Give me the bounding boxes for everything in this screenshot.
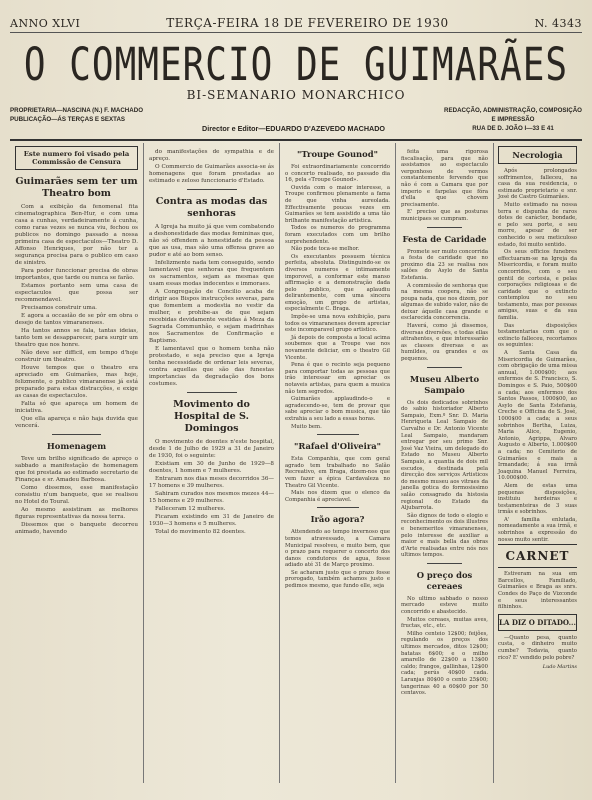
article-paragraph: Se acharam justo que o prazo fosse prorogado, também achamos justo e pedimos mesmo, que fundo elle, seja	[285, 569, 390, 590]
article-separator	[317, 434, 359, 435]
section-banner: LA DIZ O DITADO...	[498, 614, 577, 631]
article-paragraph: Os seus officios funebres effectuaram-se na Igreja da Misericordia, e foram muito concorridos, com o seu gentil de cortesia, e pelas corporações religiosas e de caridade que o extincto contemplou no seu testamento, mas por pessoas amigas, suas e da sua familia.	[498, 249, 577, 322]
article-separator	[427, 227, 462, 228]
issue-number: N. 4343	[534, 16, 582, 30]
article-separator	[427, 563, 462, 564]
article-paragraph: A Igreja ha muito já que vem combatendo a deshonestidade das modas femininas que, não só offendem a honestidade da pessoa que as usa, mas são uma offensa grave ao pudor e até ao bom senso.	[149, 224, 274, 258]
masthead-title: O COMMERCIO DE GUIMARÃES	[23, 40, 569, 92]
article-paragraph: Os executantes possuem técnica perfeita, absoluta. Distinguindo-se os diversos numeros e intimamente imporovel, a conformar este manso affirmação e a demonstração dada pelo publico, que aplaudiu delirantemente, com uma sincera emoção, um grupo de artistas, especialmente C. Braga.	[285, 253, 390, 313]
office-line-3: RUA DE D. JOÃO I—33 E 41	[472, 125, 554, 132]
article-paragraph: Alem de estas uma pequenas disposições, instituiu herdeiras e testamenteiras de 3 suas irmãs e sobrinhos.	[498, 482, 577, 516]
article-paragraph: Foi extraordinariamente concorrido o concerto realisado, no passado dia 16, pela «Troupe Gounod».	[285, 164, 390, 184]
article-paragraph: No ultimo sabbado o nosso mercado esteve muito concorrido e abastecido.	[401, 595, 488, 616]
article-headline: Homenagem	[46, 441, 107, 451]
column-5	[494, 143, 582, 783]
article-paragraph: Dissemos que o banquete decorreu animado, havendo	[15, 522, 138, 535]
article-paragraph: A commissão de senhoras que na mesma coopera, não se poupa nada, que nos dizem, por algumas de subido valor, não de deixar áquelle casa grande e esclarecida concorrencia.	[401, 282, 488, 322]
article-paragraph: Não deve ser difficil, em tempo d'hoje construir um theatro.	[15, 350, 138, 363]
article-paragraph: Ficaram existindo em 31 de Janeiro de 1930—3 homens e 5 mulheres.	[149, 514, 274, 527]
article-paragraph: Já depois de composta a local acima soubemos que a Troupe vae nos novamente deliciar, em o theatro Gil Vicente.	[285, 334, 390, 361]
author-signature: Ludo Martins	[542, 664, 577, 671]
article-paragraph: Todos os numeros do programma foram executados com um brilho surprehendente.	[285, 225, 390, 245]
article-separator	[187, 392, 237, 393]
article-paragraph: Existiam em 30 de Junho de 1929—8 doentes, 1 homem e 7 mulheres.	[149, 461, 274, 474]
article-headline: Guimarães sem ter um Theatro bom	[15, 176, 138, 199]
office-info	[444, 106, 582, 133]
article-paragraph: Os dois dedicados sobrinhos do sabio historiador Alberto Sampaio, Exm.º Snr. D. Maria Henriqueta Leal Sampaio de Carvalho e Dr. Antonio Vicente Leal Sampaio, mandaram entregar por seu primo Snr. José Vaz Vieira, um delegado do Estado no Museu Alberto Sampaio, a quantia de dois mil escudos, destinada pela direcção dos serviços Artisticos do mesmo museu aos vitraes da janella gotica do formosissimo salão consagrado da histosia regional do Estado da Aljubarrota.	[401, 399, 488, 512]
article-paragraph: feita uma rigorosa fiscalisação, para que não assistamos ao espectaculo vergonhoso de vermos constantemente fervendo que não é com a Camara que por imperio e farpelas que fóra d'ella que chovem precisamente.	[401, 149, 488, 208]
article-headline: Movimento do Hospital de S. Domingos	[173, 399, 250, 434]
article-paragraph: Milho centeio 12$00; feijões, regulando os preços dos ultimos mercados, ditos 12$00; batatas 6$00; e o milho amarello de 22$00 a 13$00 caldo; frangos, gallinhas, 12$00 cada; perús 40$00 cada. Laranjas 80$00 o cento 25$00; tangerinas 40 a 60$00 por 50 centavos.	[401, 630, 488, 697]
article-paragraph: Mais nos dizem que o elenco da Companhia é apreciavel.	[285, 490, 390, 503]
office-line-1: REDACÇÃO, ADMINISTRAÇÃO, COMPOSIÇÃO	[444, 107, 582, 114]
column-4	[396, 143, 494, 783]
column-3	[280, 143, 396, 783]
article-headline: Festa de Caridade	[402, 233, 487, 244]
article-headline: Contra as modas das senhoras	[155, 196, 268, 219]
article-paragraph: O movimento de doentes n'este hospital, desde 1 de Julho de 1929 a 31 de Janeiro de 1930, foi o seguinte:	[149, 439, 274, 459]
article-columns	[10, 143, 582, 783]
article-paragraph: Ouvida com o maior interesse, a Troupe confirmou plenamente a fama de que vinha aureolada. Effectivamente poucas vezes em Guimarães se tem assistido a uma tão brilhante manifestação artistica.	[285, 184, 390, 224]
article-paragraph: Entraram nos dias meses decorridos 36—17 homens e 39 mulheres.	[149, 476, 274, 489]
article-paragraph: —Quanto pesa, quanto custa, o dinheiro muito cumbe? Todavia, quanto rico? E' vendido pelo pobre?	[498, 634, 577, 661]
column-1	[10, 143, 144, 783]
article-paragraph: Impõe-se uma nova exhibição, para todos os vimaranenses devem apreciar este incomparavel grupo artistico.	[285, 314, 390, 334]
article-headline: O preço dos cereaes	[416, 569, 473, 591]
article-paragraph: Infelizmente nada tem conseguido, sendo lamentavel que senhoras que frequentem os sacramentos, sejam as mesmas que usam essas modas indecentes e immoraes.	[149, 260, 274, 287]
article-headline: "Troupe Gounod"	[297, 149, 378, 159]
year-label: ANNO XLVI	[10, 16, 81, 30]
owner-line: PROPRIETARIA—NASCINA (N.) F. MACHADO	[10, 107, 144, 114]
article-paragraph: Attendendo ao tempo invernoso que temos atravessado, a Camara Municipal resolveu, e muito bem, que o prazo para requerer o concerto dos danos condutores de agua, fosse adiado até 31 de Março proximo.	[285, 529, 390, 569]
article-paragraph: Falleceram 12 mulheres.	[155, 506, 226, 512]
article-paragraph: Promete ser muito concorrida a festa de caridade que no proximo dia 23 se realisa nos salões do Asylo de Santa Estefania.	[401, 248, 488, 281]
office-line-2: E IMPRESSÃO	[491, 116, 535, 123]
article-paragraph: A' familia enlutada, nomeadamente a sua irmã, e sobrinhos a expressão do nosso muito sentir.	[498, 516, 577, 543]
article-paragraph: Pena é que o recinto seja pequeno para comportar todas as pessoas que irão interessar em apreciar os notaveis artistas, para quem a musica não tem segredos.	[285, 362, 390, 395]
article-paragraph: Ha tantos annos se fala, tantas ideias, tanto tem se desapparecer, para surgir um theatro que nos honre.	[15, 328, 138, 348]
top-info-line	[10, 0, 582, 33]
article-headline: "Rafael d'Oliveira"	[293, 441, 382, 452]
article-headline: Irão agora?	[310, 514, 365, 525]
article-paragraph: Precisamos construir uma.	[21, 305, 97, 311]
article-headline: Museu Alberto Sampaio	[409, 373, 480, 395]
article-paragraph: Como dissemos, esse manifestação consistiu n'um banquete, que se realisou no Hotel do Toural.	[15, 485, 138, 505]
article-paragraph: Estiveram na sua em Barcellos, Familiado, Guimarães e Braga as snrs. Condes do Paço de Vizconde e seus interessantes filhinhos.	[498, 571, 577, 611]
article-paragraph: Falta só que apareça um homem de iniciativa.	[15, 401, 138, 414]
article-separator	[187, 189, 237, 190]
section-banner: Necrologia	[498, 146, 577, 164]
article-paragraph: Teve um brilho significado de apreço o sabbado a manifestação de homenagem que foi prestada ao estimado secretario de Finanças e sr. Amadeu Barbosa.	[15, 456, 138, 483]
article-paragraph: E' preciso que as posturas municipaes se cumpram.	[401, 209, 488, 222]
article-paragraph: Muito estimado na nossa terra e dispunha de raros dotes de carácter, bondade, e pelo seu porte, e seu morre, apesar de ser conhecido o seu meticuloso estado, foi muito sentido.	[498, 201, 577, 248]
article-separator	[317, 507, 359, 508]
column-2	[144, 143, 280, 783]
publication-line: PUBLICAÇÃO—ÁS TERÇAS E SEXTAS	[10, 116, 126, 123]
article-paragraph: Muito bem.	[291, 423, 322, 430]
article-paragraph: Para poder funccionar precisa de obras importantes, que tarde ou nunca se farão.	[15, 268, 138, 281]
article-paragraph: São dignos de todo o elogio e reconhecimento os dois illustres e benemeritos vimaranenses, pelo interesse de auxiliar a maior e mais bella das obras d'Arte realisadas entre nós nos ultimos tempos.	[401, 512, 489, 559]
article-paragraph: Com a exibição da fenomenal fita cinematographica Ben-Hur, e com uma casa a cunhas, verdadeiramente á cunha, como raras vezes se nunca viu, fechou os publicos no domingo passado a nossa primeira casa de espectaculos—Theatro D. Affonso Henriques, por não ter a segurança precisa para o publico em caso de sinistro.	[15, 204, 138, 266]
article-paragraph: Guimarães applaudindo-o e agradecendo-se, tem de provar que sabe apreciar o bom musica, que tão extrahia a seu lado a essas horas.	[285, 396, 390, 422]
article-paragraph: Haverá, como já dissemos, diversas diversões, e todas ellas attrahentes, e que interessarão as classes diversas e as humildes, ou grandes e os pequenos.	[401, 323, 488, 363]
article-paragraph: Das disposições testamentarias com que o extincto falleceu, recortamos os seguintes:	[498, 322, 577, 349]
article-paragraph: Esta Companhia, que com geral agrado tem trabalhado no Salão Recreativo, em Braga, dizem-nos que vem fazer a épica Cardavaleza no Theatro Gil Vicente.	[285, 456, 390, 489]
article-paragraph: Houve tempos que o theatro era apreciado em Guimarães, mas hoje, felizmente, o publico vimaranense já está preparado para estas distracções, e exige as casas de espectaculos.	[15, 365, 138, 399]
article-paragraph: O Commercio de Guimarães associa-se ás homenagens que foram prestadas ao estimado e zeloso funccionario d'Estado.	[149, 164, 274, 184]
article-paragraph: Após prolongados soffrimentos, falleceu, na casa da sua residencia, o estimado proprietario e snr. José de Castro Guimarães.	[498, 168, 577, 201]
masthead-subtitle: BI-SEMANARIO MONARCHICO	[186, 88, 406, 102]
article-paragraph: A Santa Casa da Misericordia de Guimarães, com obrigação de uma missa annual, 1.000$00; aos enfermos de S. Francisco, S. Domingos e S. Paio, 500$00 a cada; aos enfermos dos Santos Passos, 1000$00, ao Asylo de Santa Estefania, Creche e Officina de S. José, 1000$00 a cada; a seus sobrinhos Bertha, Luiza, Maria Alice, Eugenio, Antonio, Agrippa, Alvaro Augusto e Alberto, 1.000$00 a cada; no Cemiterio de Guimarães e mais a Irmandade; á sua irmã Joaquina Manuel Ferreira, 10.000$00.	[498, 350, 577, 482]
article-paragraph: Ao mesmo assistiram as melhores figuras representativas da nossa terra.	[15, 507, 138, 520]
article-paragraph: Estamos portanto sem uma casa de espectaculos que possa ser recommendavel.	[15, 283, 138, 303]
issue-date: TERÇA-FEIRA 18 DE FEVEREIRO DE 1930	[166, 16, 449, 30]
article-separator	[52, 434, 101, 435]
article-paragraph: E lamentavel que o homem tenha não protestado, e seja preciso que a Igreja tenha necessidade de ordenar leis severas, contra aquellas que são das funestas importancias da degradação dos bons costumes.	[149, 346, 274, 387]
censorship-notice: Este numero foi visado pela Commissão de Censura	[15, 146, 138, 170]
info-bar	[10, 106, 582, 133]
article-paragraph: Sahiram curados nos mesmos mezes 44—15 homens e 29 mulheres.	[149, 491, 274, 504]
article-paragraph: Que ella apareça e não haja duvida que vencerá.	[15, 416, 138, 429]
article-paragraph: E agora a occasião de se pôr em obra o desejo de tantos vimaranenses.	[15, 313, 138, 326]
section-carnet-title: CARNET	[498, 544, 577, 568]
director-line: Director e Editor—EDUARDO D'AZEVEDO MACHADO	[202, 124, 386, 133]
article-paragraph: A Congregação de Concilio acaba de dirigir aos Bispos instrucções severas, para que fomentem a modestia no vestir da mulher, e prohibe-as de que sejam recebidas devidamente vestidas á Meza da Sagrada Communhão, e sejam madrinhas nos Sacramentos de Confirmação e Baptismo.	[149, 289, 274, 344]
article-paragraph: do manifestações de sympathia e de apreço.	[149, 149, 274, 162]
publisher-info	[10, 106, 143, 133]
article-separator	[427, 367, 462, 368]
article-paragraph: Não pode toca-se melhor.	[291, 246, 360, 253]
article-paragraph: Total do movimento 82 doentes.	[155, 529, 246, 535]
header-rule	[10, 139, 582, 141]
article-paragraph: Muitos cereaes, muitas aves, fructas, etc., etc.	[401, 616, 488, 630]
